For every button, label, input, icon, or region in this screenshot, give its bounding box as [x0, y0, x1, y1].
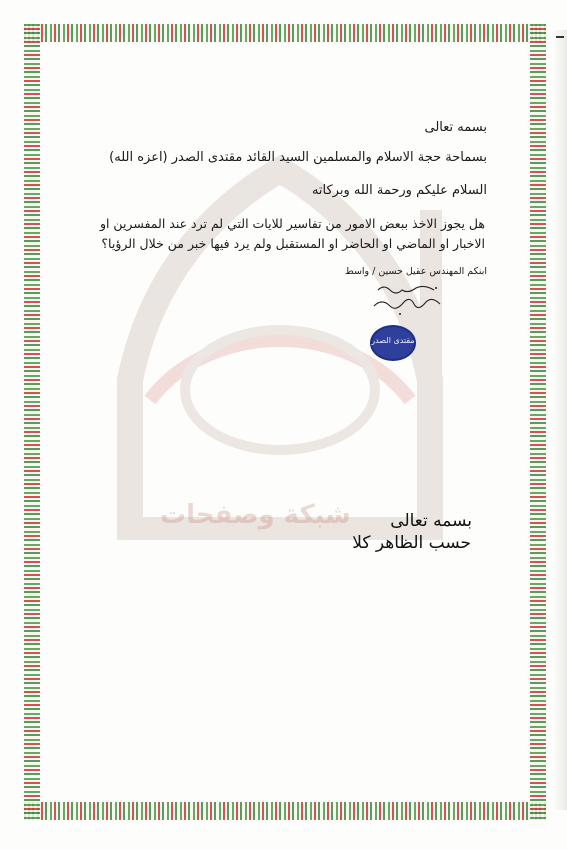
greeting: السلام عليكم ورحمة الله وبركاته: [311, 183, 487, 198]
watermark-text: شبكة وصفحات: [160, 500, 351, 530]
basmala: بسمه تعالى: [424, 120, 487, 135]
official-seal: [370, 325, 416, 361]
reply-basmala: بسمه تعالى: [390, 511, 472, 531]
border-top: [24, 24, 546, 42]
scan-edge-shadow: [552, 30, 567, 810]
border-bottom: [24, 802, 546, 820]
scan-mark: [556, 36, 564, 38]
addressee: بسماحة حجة الاسلام والمسلمين السيد القائد مقتدى الصدر (اعزه الله): [109, 150, 487, 165]
question-line-2: الاخبار او الماضي او الحاضر او المستقبل ولم يرد فيها خبر من خلال الرؤيا؟: [101, 236, 485, 251]
border-right: [530, 24, 546, 820]
seal-text: مقتدى الصدر: [371, 336, 415, 345]
border-left: [24, 24, 40, 820]
handwritten-signature: [370, 280, 450, 320]
reply-answer: حسب الظاهر كلا: [352, 533, 471, 553]
question-line-1: هل يجوز الاخذ ببعض الامور من تفاسير للايات التي لم ترد عند المفسرين او: [99, 216, 485, 231]
sender-signature: ابنكم المهندس عقيل حسين / واسط: [344, 266, 487, 277]
